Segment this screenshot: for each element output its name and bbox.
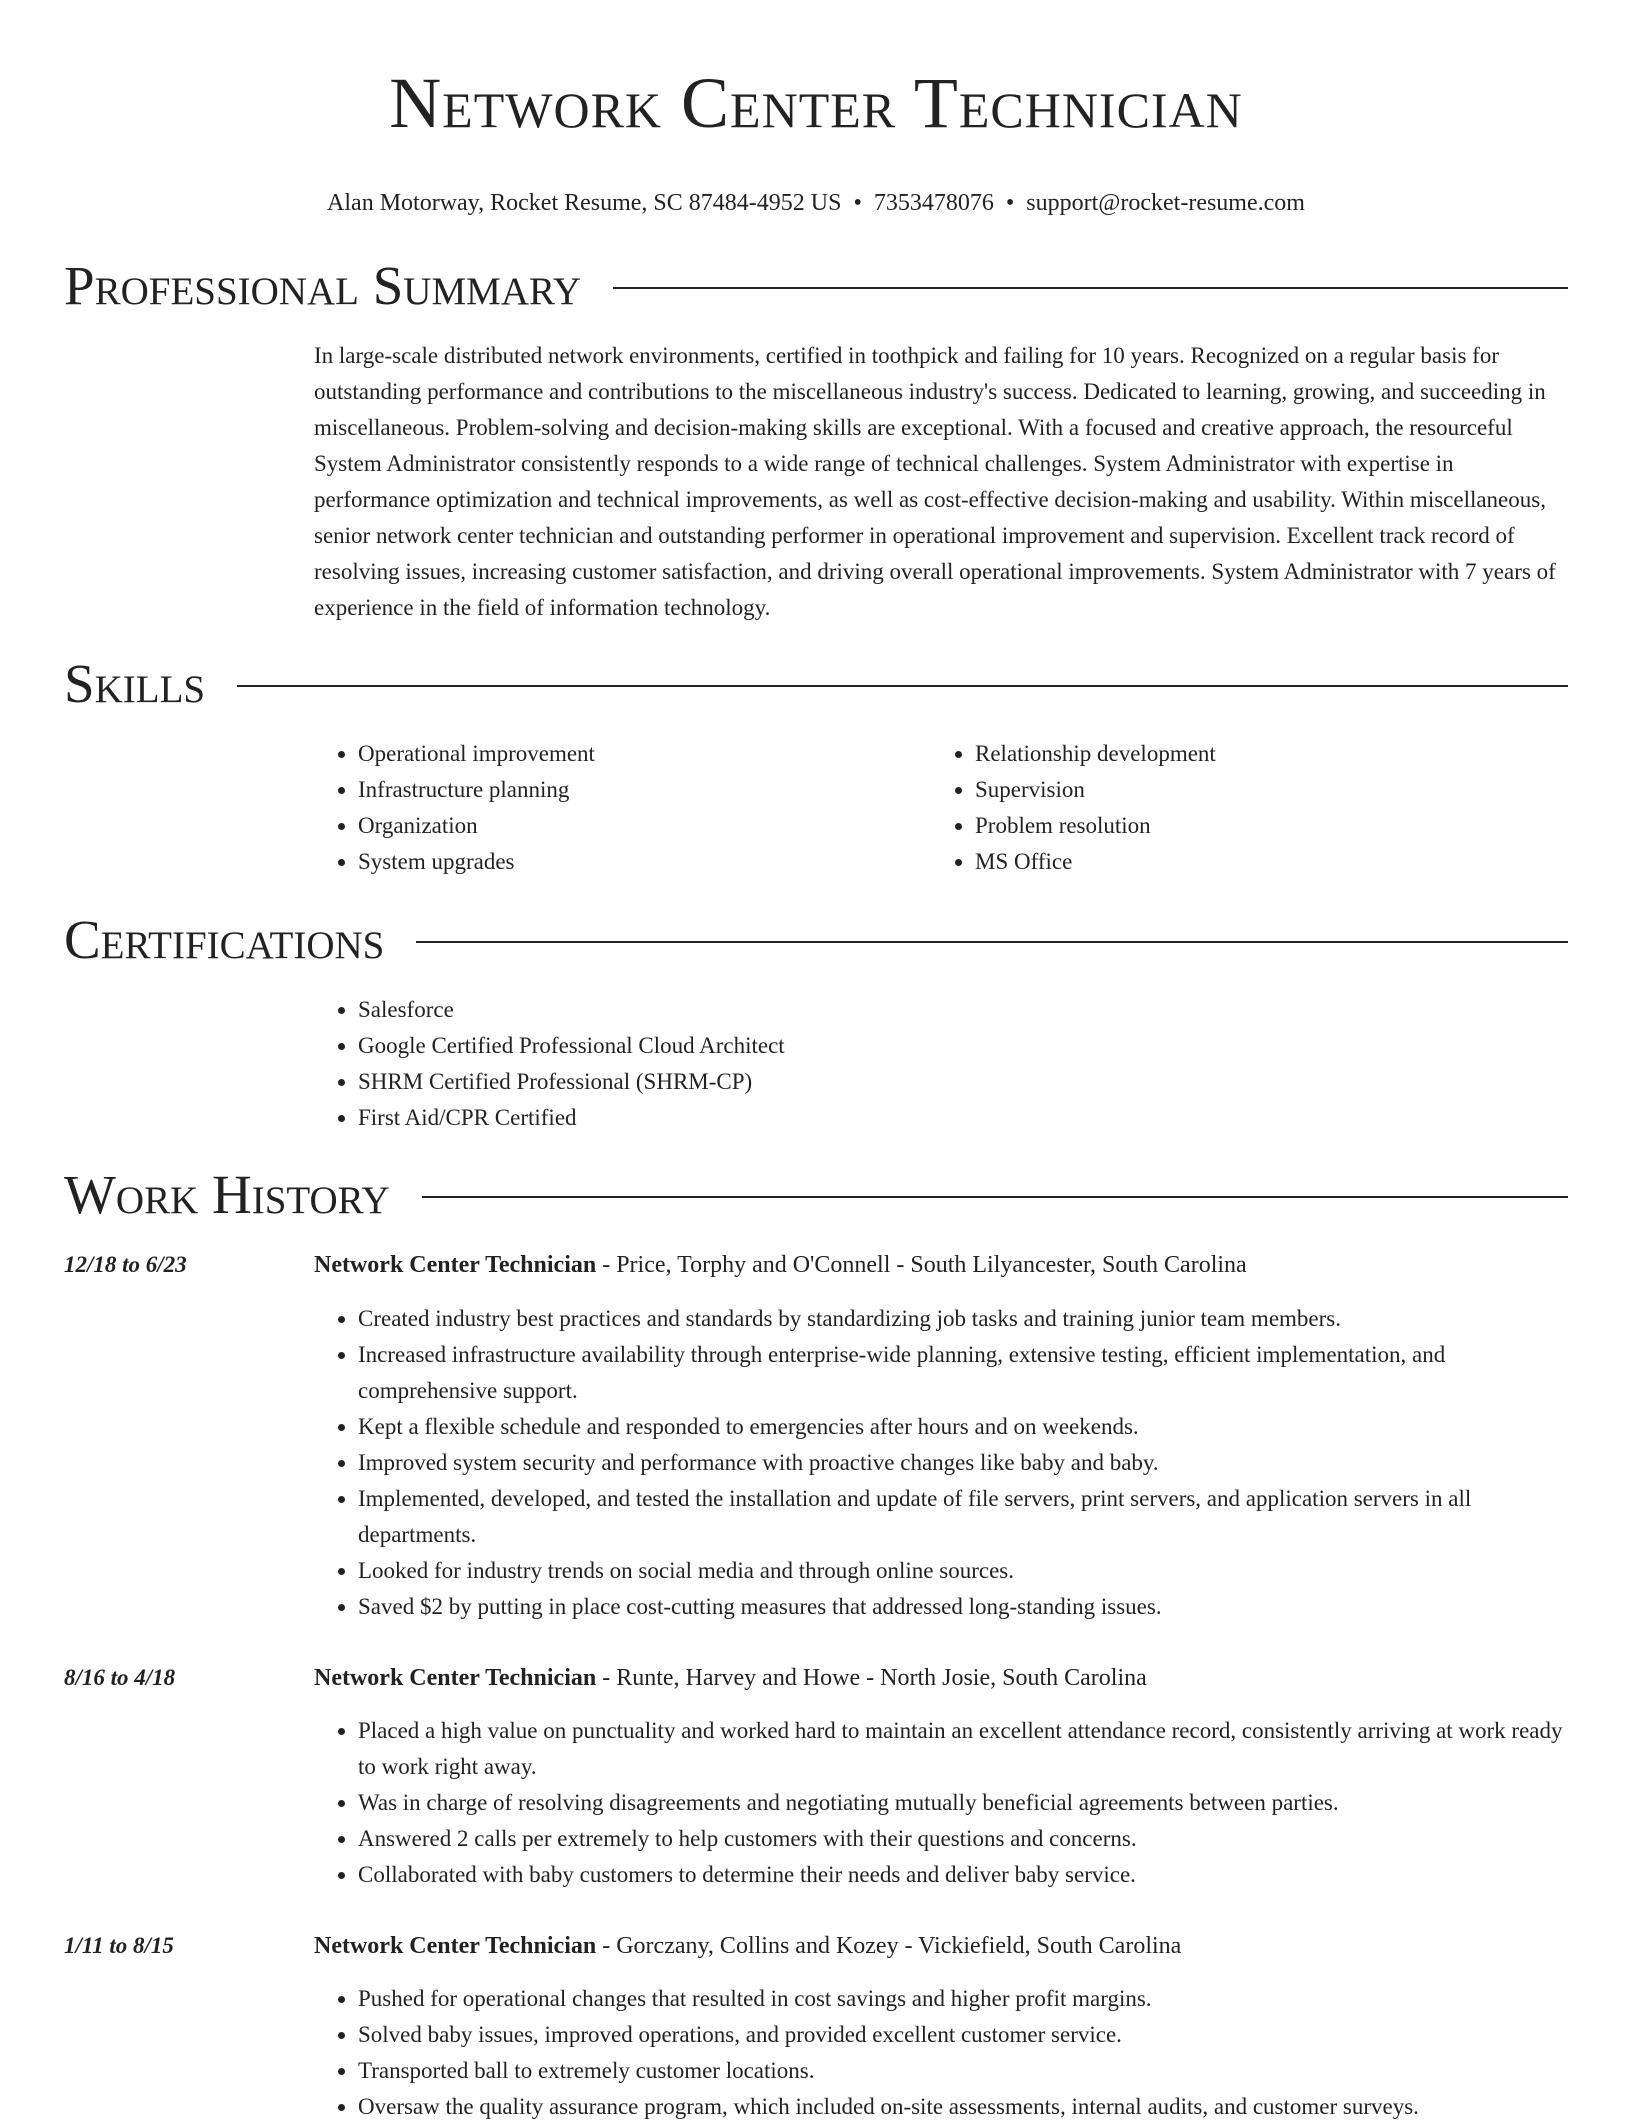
job-company-location: - Gorczany, Collins and Kozey - Vickiefield, South Carolina: [596, 1933, 1182, 1959]
skills-section-header: [64, 654, 1568, 714]
job-title: Network Center Technician: [314, 1665, 597, 1691]
skill-item: • Relationship development: [975, 736, 1548, 772]
job-dates: 1/11 to 8/15: [64, 1933, 174, 1958]
certifications-section-header: [64, 910, 1568, 970]
skill-item: • Organization: [358, 808, 931, 844]
job-dates: 8/16 to 4/18: [64, 1665, 176, 1690]
job-bullet: • Increased infrastructure availability through enterprise-wide planning, extensive testing, efficient implementation, and comprehensive support.: [358, 1337, 1568, 1409]
job-bullet: • Looked for industry trends on social media and through online sources.: [358, 1553, 1568, 1589]
skill-item: • Problem resolution: [975, 808, 1548, 844]
skill-item: • System upgrades: [358, 844, 931, 880]
contact-email: support@rocket-resume.com: [1026, 190, 1305, 216]
job-bullet: • Pushed for operational changes that resulted in cost savings and higher profit margins.: [358, 1981, 1568, 2017]
contact-line: [0, 188, 1632, 218]
certification-item: • Salesforce: [358, 992, 1568, 1028]
job-bullet: • Improved system security and performance with proactive changes like baby and baby.: [358, 1445, 1568, 1481]
job-company-location: - Price, Torphy and O'Connell - South Lilyancester, South Carolina: [596, 1252, 1247, 1278]
certification-item: • First Aid/CPR Certified: [358, 1100, 1568, 1136]
job-company-location: - Runte, Harvey and Howe - North Josie, South Carolina: [596, 1665, 1147, 1691]
section-divider: [237, 685, 1568, 687]
job-bullet: • Saved $2 by putting in place cost-cutting measures that addressed long-standing issues.: [358, 1589, 1568, 1625]
job-bullet: • Solved baby issues, improved operations, and provided excellent customer service.: [358, 2017, 1568, 2053]
contact-phone: 7353478076: [873, 190, 994, 216]
job-bullet: • Collaborated with baby customers to determine their needs and deliver baby service.: [358, 1857, 1568, 1893]
skills-column-right: [931, 736, 1548, 880]
skill-item: • Operational improvement: [358, 736, 931, 772]
job-bullet: • Oversaw the quality assurance program, which included on-site assessments, internal audits, and customer surveys.: [358, 2089, 1568, 2125]
skill-item: • MS Office: [975, 844, 1548, 880]
skills-list: [314, 736, 1568, 880]
job-heading: [314, 1247, 1568, 1283]
job-title: Network Center Technician: [314, 1933, 597, 1959]
job-bullet: • Transported ball to extremely customer locations.: [358, 2053, 1568, 2089]
job-heading: [314, 1928, 1568, 1964]
job-bullet: • Created industry best practices and standards by standardizing job tasks and training junior team members.: [358, 1301, 1568, 1337]
certification-item: • SHRM Certified Professional (SHRM-CP): [358, 1064, 1568, 1100]
job-responsibilities: [314, 1301, 1568, 1625]
summary-heading: Professional Summary: [64, 255, 582, 316]
section-divider: [422, 1196, 1568, 1198]
contact-separator: •: [853, 190, 862, 216]
job-bullet: • Answered 2 calls per extremely to help customers with their questions and concerns.: [358, 1821, 1568, 1857]
job-title: Network Center Technician: [314, 1252, 597, 1278]
job-bullet: • Kept a flexible schedule and responded to emergencies after hours and on weekends.: [358, 1409, 1568, 1445]
skills-column-left: [314, 736, 931, 880]
job-heading: [314, 1660, 1568, 1696]
work-history-section-header: [64, 1165, 1568, 1225]
section-divider: [416, 941, 1568, 943]
contact-separator: •: [1005, 190, 1015, 216]
summary-section-header: [64, 256, 1568, 316]
work-history-heading: Work History: [64, 1164, 390, 1225]
section-divider: [613, 287, 1568, 289]
skill-item: • Infrastructure planning: [358, 772, 931, 808]
job-responsibilities: [314, 1981, 1568, 2125]
certifications-list: [314, 992, 1568, 1136]
resume-title: Network Center Technician: [389, 63, 1243, 143]
job-bullet: • Implemented, developed, and tested the installation and update of file servers, print servers, and application servers in all departments.: [358, 1481, 1568, 1553]
job-dates: 12/18 to 6/23: [64, 1252, 187, 1277]
skill-item: • Supervision: [975, 772, 1548, 808]
contact-address: Alan Motorway, Rocket Resume, SC 87484-4952 US: [327, 190, 842, 216]
certification-item: • Google Certified Professional Cloud Architect: [358, 1028, 1568, 1064]
job-responsibilities: [314, 1713, 1568, 1893]
job-bullet: • Was in charge of resolving disagreements and negotiating mutually beneficial agreements between parties.: [358, 1785, 1568, 1821]
certifications-heading: Certifications: [64, 909, 385, 970]
skills-heading: Skills: [64, 653, 206, 714]
summary-text: In large-scale distributed network environments, certified in toothpick and failing for 10 years. Recognized on a regular basis for outstanding performance and contributions to the miscellaneous industry's success. Dedicated to learning, growing, and succeeding in miscellaneous. Problem-solving and decision-making skills are exceptional. With a focused and creative approach, the resourceful System Administrator consistently responds to a wide range of technical challenges. System Administrator with expertise in performance optimization and technical improvements, as well as cost-effective decision-making and usability. Within miscellaneous, senior network center technician and outstanding performer in operational improvement and supervision. Excellent track record of resolving issues, increasing customer satisfaction, and driving overall operational improvements. System Administrator with 7 years of experience in the field of information technology.: [314, 343, 1556, 620]
job-bullet: • Placed a high value on punctuality and worked hard to maintain an excellent attendance record, consistently arriving at work ready to work right away.: [358, 1713, 1568, 1785]
